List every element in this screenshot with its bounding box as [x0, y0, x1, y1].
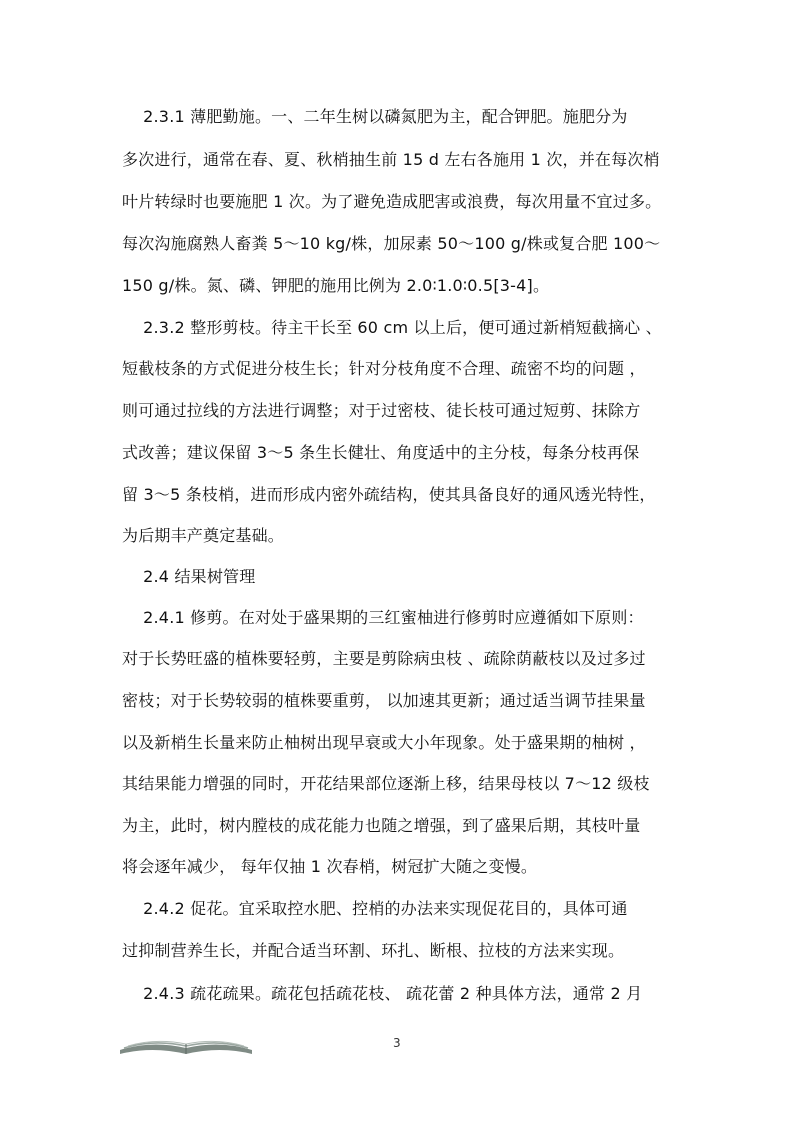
text-line: 将会逐年减少， 每年仅抽 1 次春梢，树冠扩大随之变慢。 — [122, 857, 538, 876]
text-line: 2.3.2 整形剪枝。待主干长至 60 cm 以上后，便可通过新梢短截摘心 、 — [122, 318, 662, 337]
text-line: 为后期丰产奠定基础。 — [122, 526, 285, 545]
text-line: 短截枝条的方式促进分枝生长；针对分枝角度不合理、疏密不均的问题 ， — [122, 359, 646, 378]
text-line: 每次沟施腐熟人畜粪 5～10 kg/株，加尿素 50～100 g/株或复合肥 100～ — [122, 234, 661, 253]
text-line: 2.4.3 疏花疏果。疏花包括疏花枝、 疏花蕾 2 种具体方法，通常 2 月 — [122, 984, 643, 1003]
text-line: 2.3.1 薄肥勤施。一、二年生树以磷氮肥为主，配合钾肥。施肥分为 — [122, 107, 628, 126]
text-line: 其结果能力增强的同时，开花结果部位逐渐上移，结果母枝以 7～12 级枝 — [122, 774, 650, 793]
text-line: 密枝；对于长势较弱的植株要重剪， 以加速其更新；通过适当调节挂果量 — [122, 691, 646, 710]
book-icon — [118, 1036, 254, 1056]
text-line: 对于长势旺盛的植株要轻剪，主要是剪除病虫枝 、疏除荫蔽枝以及过多过 — [122, 649, 646, 668]
text-line: 2.4.1 修剪。在对处于盛果期的三红蜜柚进行修剪时应遵循如下原则： — [122, 608, 644, 627]
text-line: 叶片转绿时也要施肥 1 次。为了避免造成肥害或浪费，每次用量不宜过多。 — [122, 192, 662, 211]
text-line: 留 3～5 条枝梢，进而形成内密外疏结构，使其具备良好的通风透光特性， — [122, 485, 656, 504]
text-line: 则可通过拉线的方法进行调整；对于过密枝、徒长枝可通过短剪、抹除方 — [122, 401, 641, 420]
page-number: 3 — [393, 1036, 401, 1050]
text-line: 为主，此时，树内膛枝的成花能力也随之增强，到了盛果后期，其枝叶量 — [122, 816, 641, 835]
text-line: 多次进行，通常在春、夏、秋梢抽生前 15 d 左右各施用 1 次，并在每次梢 — [122, 150, 660, 169]
text-line: 过抑制营养生长，并配合适当环割、环扎、断根、拉枝的方法来实现。 — [122, 941, 625, 960]
text-line: 2.4.2 促花。宜采取控水肥、控梢的办法来实现促花目的，具体可通 — [122, 899, 628, 918]
section-heading: 2.4 结果树管理 — [122, 567, 256, 586]
text-line: 式改善；建议保留 3～5 条生长健壮、角度适中的主分枝，每条分枝再保 — [122, 443, 640, 462]
text-line: 150 g/株。氮、磷、钾肥的施用比例为 2.0∶1.0∶0.5[3-4]。 — [122, 276, 550, 295]
text-line: 以及新梢生长量来防止柚树出现早衰或大小年现象。处于盛果期的柚树 ， — [122, 733, 646, 752]
